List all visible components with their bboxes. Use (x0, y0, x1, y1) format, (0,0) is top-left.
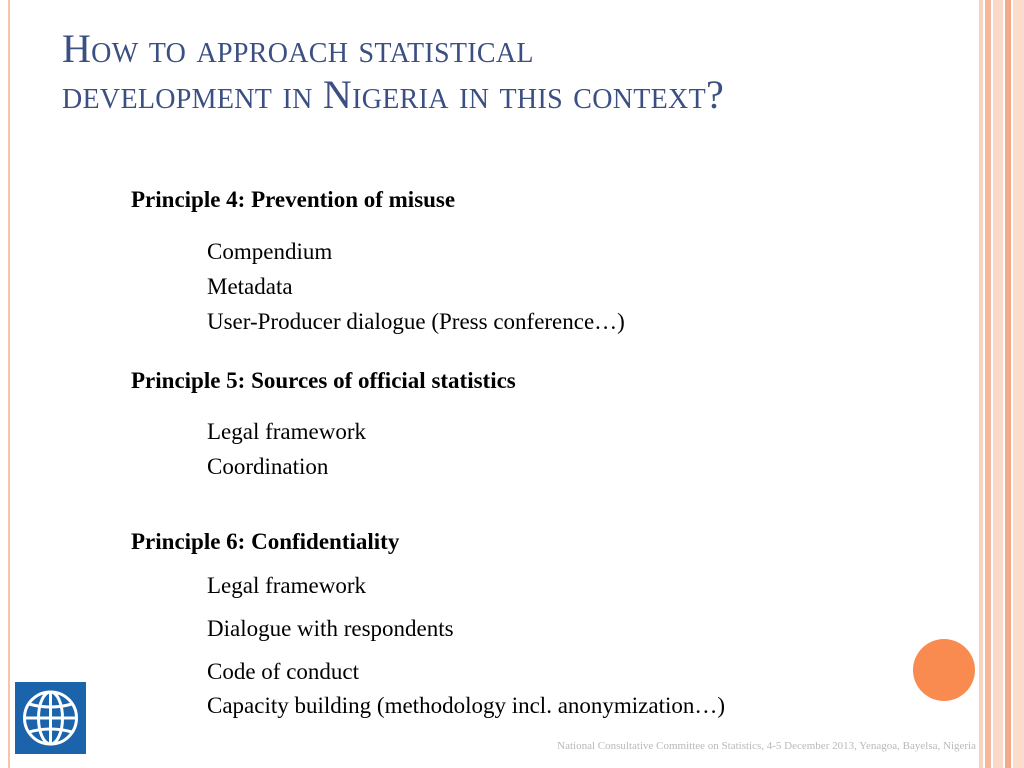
principle-6-item: Dialogue with respondents (207, 616, 454, 641)
principle-6-item: Code of conduct (207, 659, 360, 684)
left-border-line (8, 0, 10, 768)
principle-6-item: Capacity building (methodology incl. anonymization…) (207, 693, 726, 718)
principle-5-item: Legal framework (207, 419, 367, 444)
principle-4-item: Metadata (207, 274, 293, 299)
principle-4-item: Compendium (207, 239, 333, 264)
slide-title-line-1: How to approach statistical (62, 26, 534, 71)
right-decor-stripe (985, 0, 991, 768)
right-decor-stripe (1013, 0, 1024, 768)
orange-circle-decoration (913, 639, 975, 701)
principle-4-heading: Principle 4: Prevention of misuse (131, 187, 456, 212)
principle-5-item: Coordination (207, 454, 329, 479)
right-decor-stripe (1005, 0, 1011, 768)
right-decor-stripe (993, 0, 1003, 768)
principle-4-item: User-Producer dialogue (Press conference…) (207, 309, 625, 334)
slide-title-line-2: development in Nigeria in this context? (62, 72, 725, 117)
principle-5-heading: Principle 5: Sources of official statistics (131, 368, 516, 393)
principle-6-heading: Principle 6: Confidentiality (131, 529, 400, 554)
right-decor-stripe (979, 0, 983, 768)
world-bank-globe-icon (15, 682, 86, 754)
principle-6-item: Legal framework (207, 573, 367, 598)
slide-title (62, 26, 962, 118)
footer-text: National Consultative Committee on Statistics, 4-5 December 2013, Yenagoa, Bayelsa, Nigeria (557, 740, 976, 752)
